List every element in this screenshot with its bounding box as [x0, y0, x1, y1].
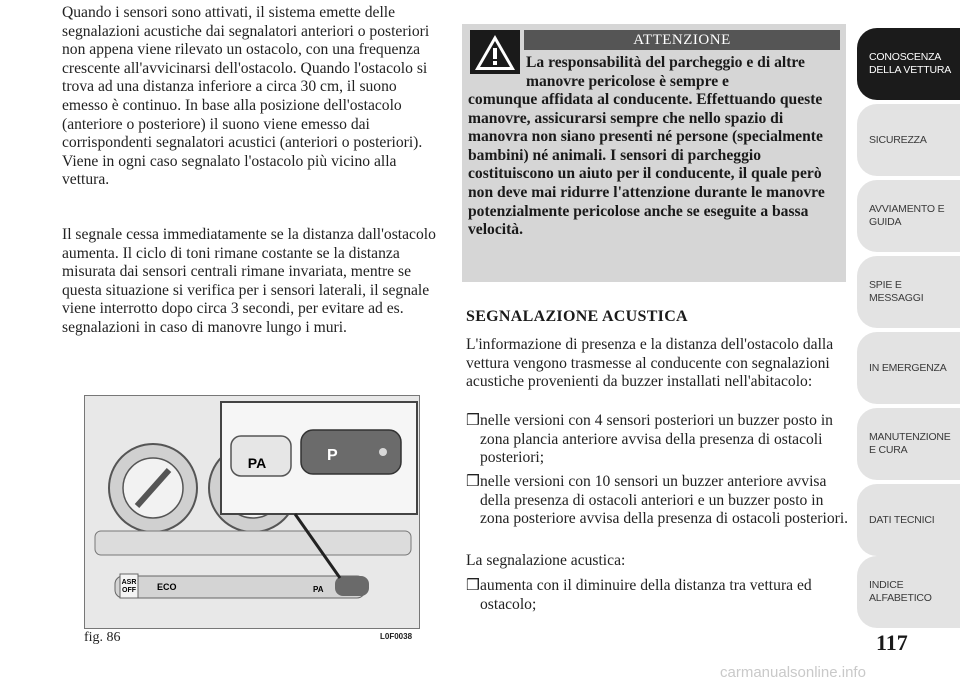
pa-small-label: PA — [313, 585, 324, 594]
list-item — [466, 412, 856, 468]
tab-indice-alfabetico[interactable] — [857, 556, 960, 628]
tab-label: IN EMERGENZA — [869, 361, 947, 374]
list-item-text: nelle versioni con 10 sensori un buzzer anteriore avvisa della presenza di ostacoli anteriori e un buzzer posto in zona posteriore avvisa della presenza di ostacoli posteriori. — [480, 473, 849, 528]
page-number: 117 — [876, 630, 908, 655]
tab-in-emergenza[interactable] — [857, 332, 960, 404]
chapter-tabs — [857, 28, 960, 628]
list-item — [466, 473, 856, 529]
tab-label: SICUREZZA — [869, 133, 927, 146]
warning-intro: La responsabilità del parcheggio e di altre manovre pericolose è sempre e — [526, 54, 805, 90]
dashboard-figure — [84, 395, 420, 629]
body-paragraph: La segnalazione acustica: — [466, 552, 626, 569]
list-item-text: nelle versioni con 4 sensori posteriori un buzzer posto in zona plancia anteriore avvisa della presenza di ostacoli posteriori; — [480, 412, 833, 467]
tab-conoscenza-della-vettura[interactable] — [857, 28, 960, 100]
warning-box — [462, 24, 846, 282]
tab-label: DATI TECNICI — [869, 513, 935, 526]
pa-label: PA — [247, 455, 267, 471]
tab-manutenzione-e-cura[interactable] — [857, 408, 960, 480]
figure-code: L0F0038 — [380, 632, 413, 641]
list-item — [466, 577, 856, 614]
section-title: SEGNALAZIONE ACUSTICA — [466, 308, 688, 325]
list-item-text: aumenta con il diminuire della distanza tra vettura ed ostacolo; — [480, 577, 812, 613]
tab-label: AVVIAMENTO E GUIDA — [869, 203, 945, 228]
watermark: carmanualsonline.info — [720, 664, 866, 681]
checkbox-bullet-icon: ❒ — [466, 412, 480, 429]
warning-text: comunque affidata al conducente. Effettuando queste manovre, assicurarsi sempre che nello spazio di manovra non siano presenti né persone (specialmente bambini) né animali. I sensori di parcheggio costituiscono un aiuto per il conducente, il quale però non deve mai ridurre l'attenzione durante le manovre potenzialmente pericolose anche se eseguite a bassa velocità. — [468, 91, 825, 239]
warning-heading: ATTENZIONE — [524, 30, 840, 50]
tab-label: CONOSCENZA DELLA VETTURA — [869, 51, 952, 76]
eco-label: ECO — [157, 582, 177, 592]
asr-label: ASR — [121, 579, 137, 586]
tab-dati-tecnici[interactable] — [857, 484, 960, 556]
tab-label: MANUTENZIONE E CURA — [869, 431, 951, 456]
warning-triangle-icon — [470, 30, 520, 74]
off-label: OFF — [122, 587, 136, 594]
tab-label: SPIE E MESSAGGI — [869, 279, 924, 304]
tab-label: INDICE ALFABETICO — [869, 579, 932, 604]
checkbox-bullet-icon: ❒ — [466, 473, 480, 490]
body-paragraph: Quando i sensori sono attivati, il sistema emette delle segnalazioni acustiche dai segnalatori anteriori o posteriori non appena viene rilevato un ostacolo, con una frequenza crescente all'avvicinarsi dell'ostacolo. Quando l'ostacolo si trova ad una distanza inferiore a circa 30 cm, il suono emesso è continuo. In base alla posizione dell'ostacolo (anteriore o posteriore) il suono viene emesso dai corrispondenti segnalatori acustici (anteriori o posteriori). Viene in ogni caso segnalato l'ostacolo più vicino alla vettura. — [62, 4, 430, 189]
tab-sicurezza[interactable] — [857, 104, 960, 176]
body-paragraph: Il segnale cessa immediatamente se la distanza dall'ostacolo aumenta. Il ciclo di toni rimane costante se la distanza misurata dai sensori centrali rimane invariata, mentre se questa situazione si verifica per i sensori laterali, il segnale viene interrotto dopo circa 3 secondi, per evitare ad es. segnalazioni in caso di manovre lungo i muri. — [62, 226, 436, 336]
checkbox-bullet-icon: ❒ — [466, 577, 480, 594]
body-paragraph: L'informazione di presenza e la distanza dell'ostacolo dalla vettura vengono trasmesse al conducente con segnalazioni acustiche provenienti da buzzer installati nell'abitacolo: — [466, 336, 834, 391]
p-label: P — [327, 447, 338, 464]
figure-caption: fig. 86 — [84, 630, 121, 645]
tab-avviamento-e-guida[interactable] — [857, 180, 960, 252]
tab-spie-e-messaggi[interactable] — [857, 256, 960, 328]
